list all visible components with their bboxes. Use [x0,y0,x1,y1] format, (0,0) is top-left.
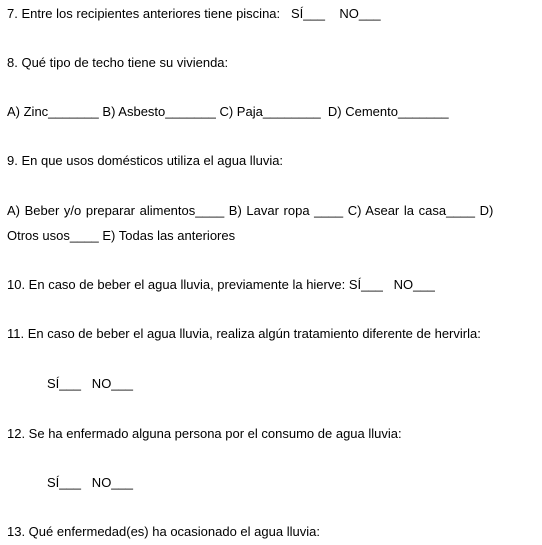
question-9-options-line-2: Otros usos____ E) Todas las anteriores [7,228,236,243]
question-9: 9. En que usos domésticos utiliza el agua lluvia: [7,153,284,168]
question-12: 12. Se ha enfermado alguna persona por el consumo de agua lluvia: [7,426,402,441]
question-12-answer: SÍ___ NO___ [47,475,133,490]
question-10: 10. En caso de beber el agua lluvia, previamente la hierve: SÍ___ NO___ [7,277,435,292]
question-8-options: A) Zinc_______ B) Asbesto_______ C) Paja________ D) Cemento_______ [7,104,449,119]
question-11: 11. En caso de beber el agua lluvia, realiza algún tratamiento diferente de hervirla: [7,326,481,341]
question-13: 13. Qué enfermedad(es) ha ocasionado el agua lluvia: [7,524,320,539]
question-9-options-line-1: A) Beber y/o preparar alimentos____ B) Lavar ropa ____ C) Asear la casa____ D) [7,203,494,218]
question-11-answer: SÍ___ NO___ [47,376,133,391]
question-8: 8. Qué tipo de techo tiene su vivienda: [7,55,229,70]
question-7: 7. Entre los recipientes anteriores tiene piscina: SÍ___ NO___ [7,6,381,21]
